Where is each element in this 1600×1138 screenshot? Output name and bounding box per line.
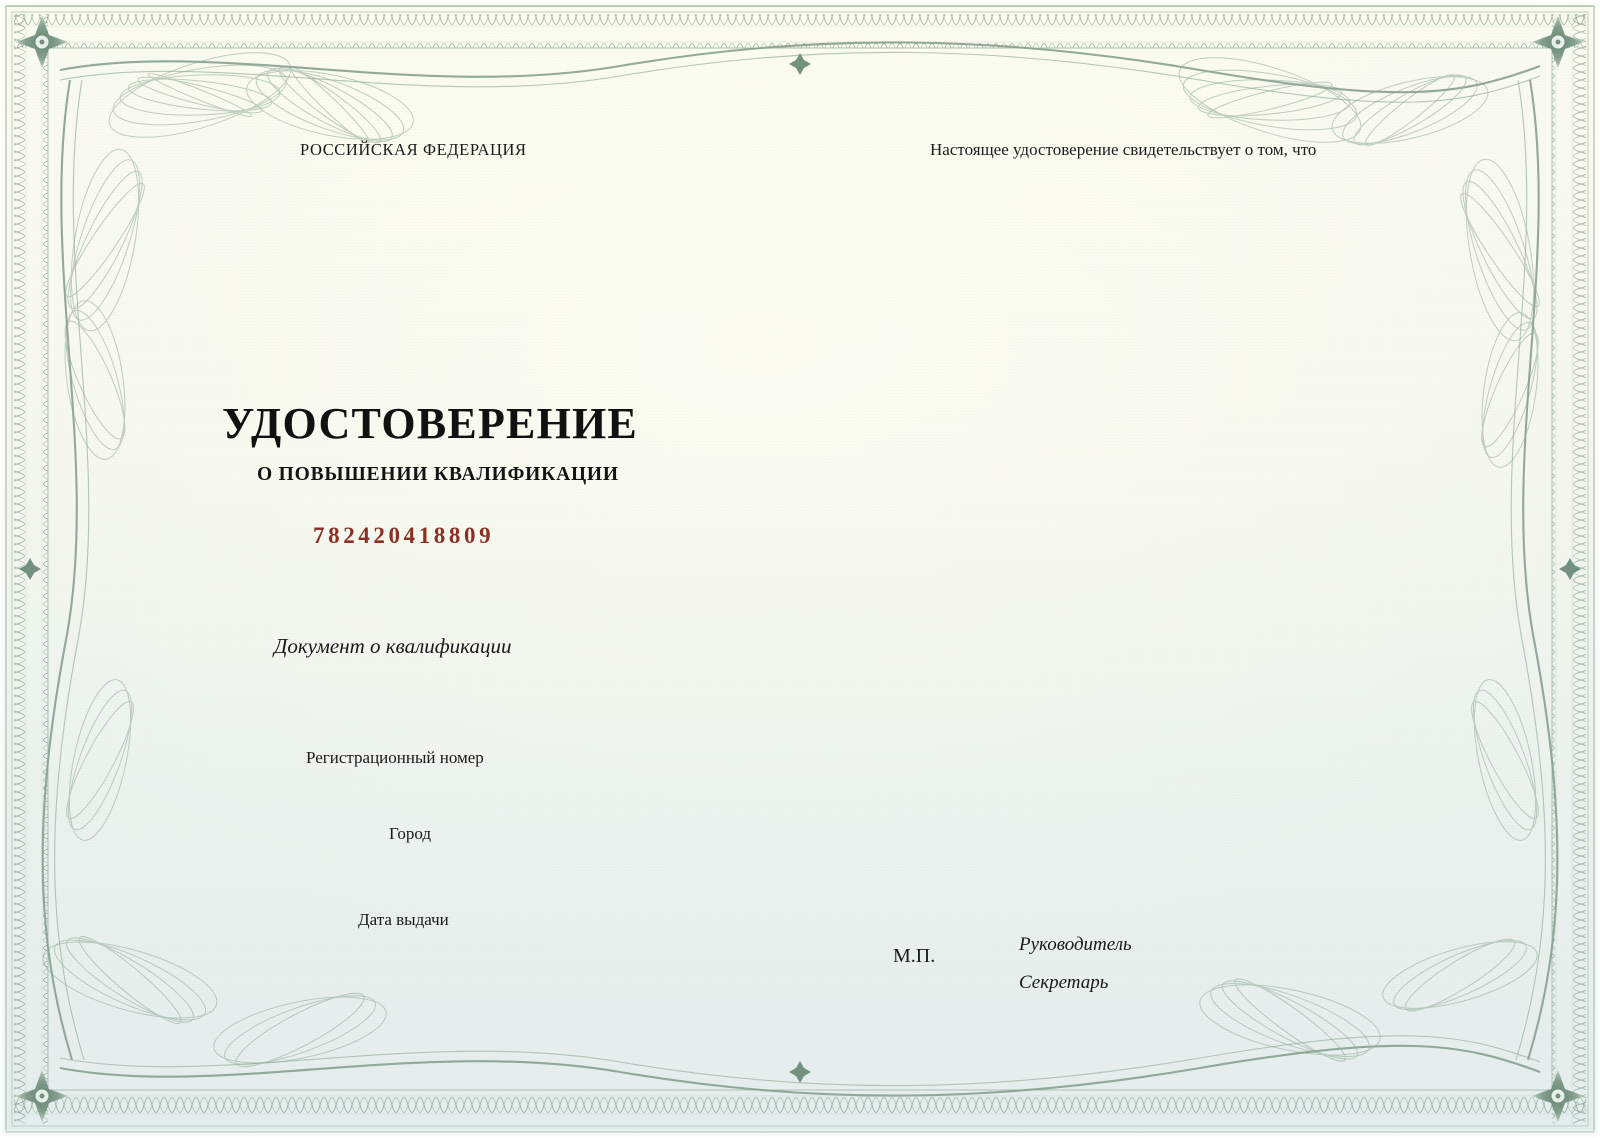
signature-director-label: Руководитель xyxy=(1019,934,1132,955)
scan-edge-top xyxy=(0,0,1600,6)
page-subtitle: О ПОВЫШЕНИИ КВАЛИФИКАЦИИ xyxy=(257,464,619,485)
country-line: РОССИЙСКАЯ ФЕДЕРАЦИЯ xyxy=(300,140,527,159)
signature-secretary-label: Секретарь xyxy=(1019,972,1109,993)
scan-edge-left xyxy=(0,0,8,1138)
registration-number-label: Регистрационный номер xyxy=(306,748,484,767)
scan-edge-right xyxy=(1592,0,1600,1138)
scan-edge-bottom xyxy=(0,1128,1600,1138)
document-kind-label: Документ о квалификации xyxy=(274,634,512,658)
issue-date-label: Дата выдачи xyxy=(358,910,449,929)
page-title: УДОСТОВЕРЕНИЕ xyxy=(222,399,638,448)
seal-place-label: М.П. xyxy=(893,945,936,967)
serial-number: 782420418809 xyxy=(313,523,495,548)
city-label: Город xyxy=(389,824,431,843)
attestation-line: Настоящее удостоверение свидетельствует о том, что xyxy=(930,140,1317,159)
